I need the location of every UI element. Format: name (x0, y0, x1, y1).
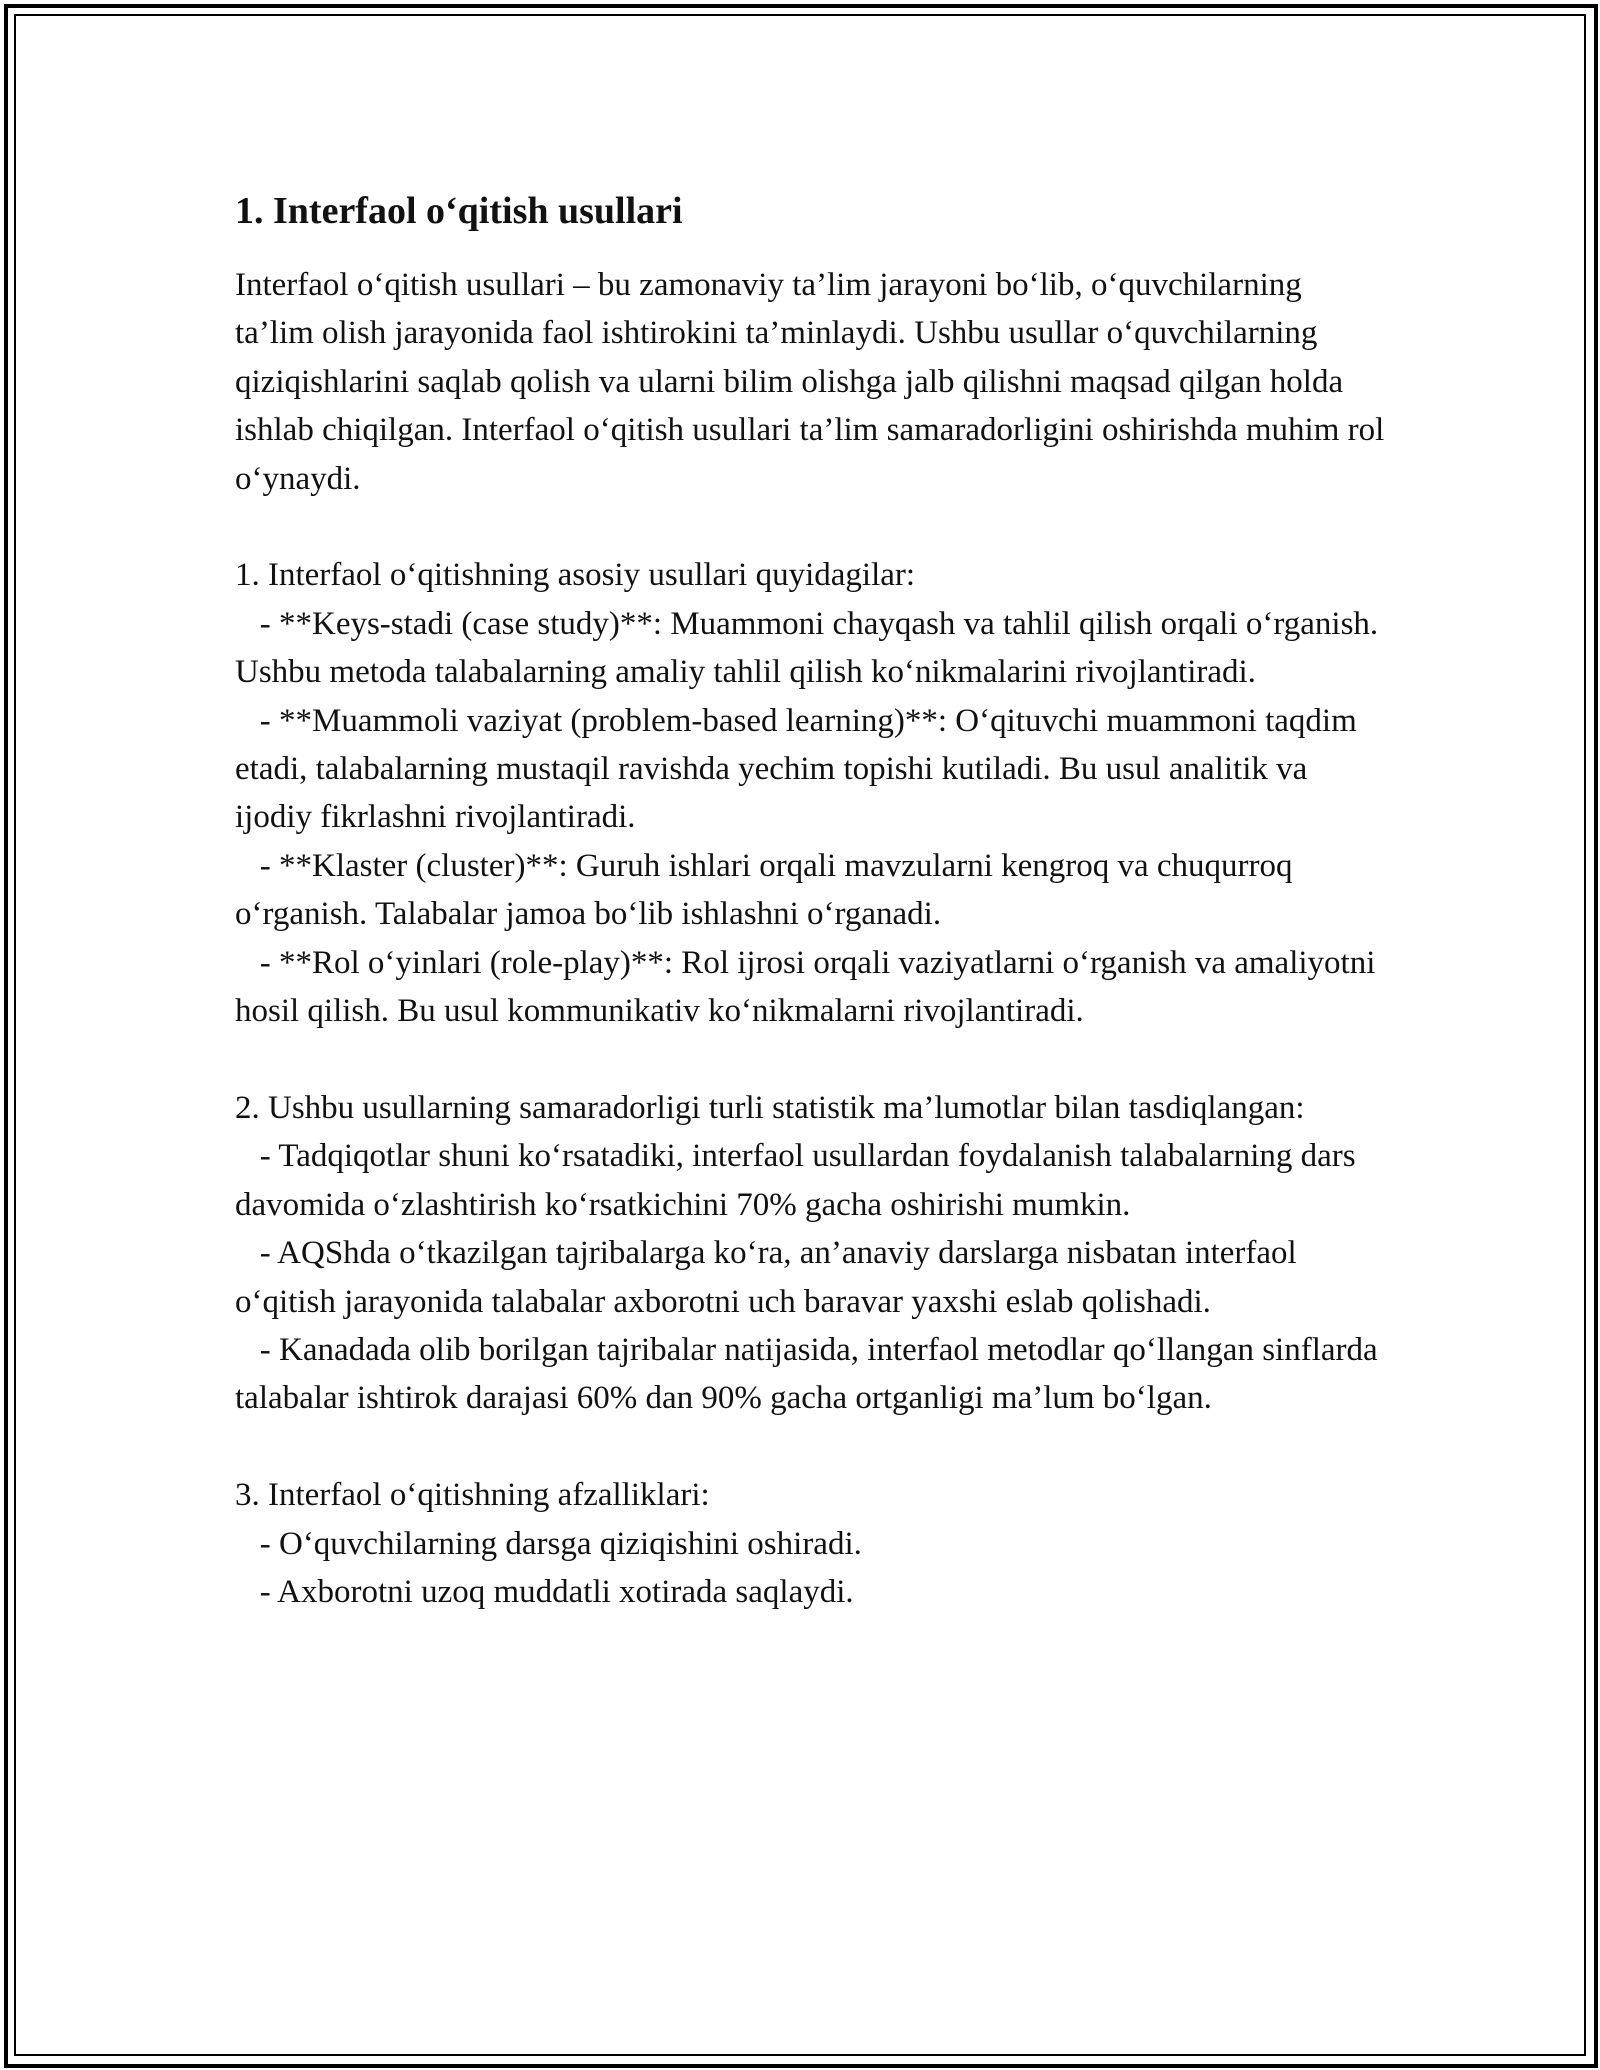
document-title: 1. Interfaol o‘qitish usullari (235, 190, 683, 232)
list-item: - O‘quvchilarning darsga qiziqishini oshiradi. (235, 1525, 862, 1562)
list-item: - Axborotni uzoq muddatli xotirada saqlaydi. (235, 1573, 854, 1610)
list-item: - **Rol o‘yinlari (role-play)**: Rol ijrosi orqali vaziyatlarni o‘rganish va amaliyotni hosil qilish. Bu usul kommunikativ ko‘nikmalarni rivojlantiradi. (235, 944, 1384, 1030)
list-item: - Kanadada olib borilgan tajribalar natijasida, interfaol metodlar qo‘llangan sinflarda talabalar ishtirok darajasi 60% dan 90% gacha ortganligi ma’lum bo‘lgan. (235, 1331, 1386, 1417)
list-item: - AQShda o‘tkazilgan tajribalarga ko‘ra, an’anaviy darslarga nisbatan interfaol o‘qitish jarayonida talabalar axborotni uch baravar yaxshi eslab qolishadi. (235, 1235, 1305, 1320)
list-item: - **Klaster (cluster)**: Guruh ishlari orqali mavzularni kengroq va chuqurroq o‘rganish. Talabalar jamoa bo‘lib ishlashni o‘rganadi. (235, 847, 1301, 933)
list-item: - **Muammoli vaziyat (problem-based learning)**: O‘qituvchi muammoni taqdim etadi, talabalarning mustaqil ravishda yechim topishi kutiladi. Bu usul analitik va ijodiy fikrlashni rivojlantiradi. (235, 702, 1365, 836)
list-item: - **Keys-stadi (case study)**: Muammoni chayqash va tahlil qilish orqali o‘rganish. Ushbu metoda talabalarning amaliy tahlil qilish ko‘nikmalarini rivojlantiradi. (235, 605, 1387, 691)
intro-paragraph: Interfaol o‘qitish usullari – bu zamonaviy ta’lim jarayoni bo‘lib, o‘quvchilarning ta’lim olish jarayonida faol ishtirokini ta’minlaydi. Ushbu usullar o‘quvchilarning qiziqishlarini saqlab qolish va ularni bilim olishga jalb qilishni maqsad qilgan holda ishlab chiqilgan. Interfaol o‘qitish usullari ta’lim samaradorligini oshirishda muhim rol o‘ynaydi. (235, 267, 1393, 497)
section-3-heading: 3. Interfaol o‘qitishning afzalliklari: (235, 1477, 710, 1514)
section-2-heading: 2. Ushbu usullarning samaradorligi turli statistik ma’lumotlar bilan tasdiqlangan: (235, 1089, 1305, 1126)
spacer (235, 1035, 1385, 1083)
list-item: - Tadqiqotlar shuni ko‘rsatadiki, interfaol usullardan foydalanish talabalarning dars davomida o‘zlashtirish ko‘rsatkichini 70% gacha oshirishi mumkin. (235, 1138, 1364, 1223)
section-1-heading: 1. Interfaol o‘qitishning asosiy usullari quyidagilar: (235, 557, 916, 594)
spacer (235, 1423, 1385, 1471)
document-body (235, 185, 1393, 1616)
spacer (235, 503, 1385, 551)
